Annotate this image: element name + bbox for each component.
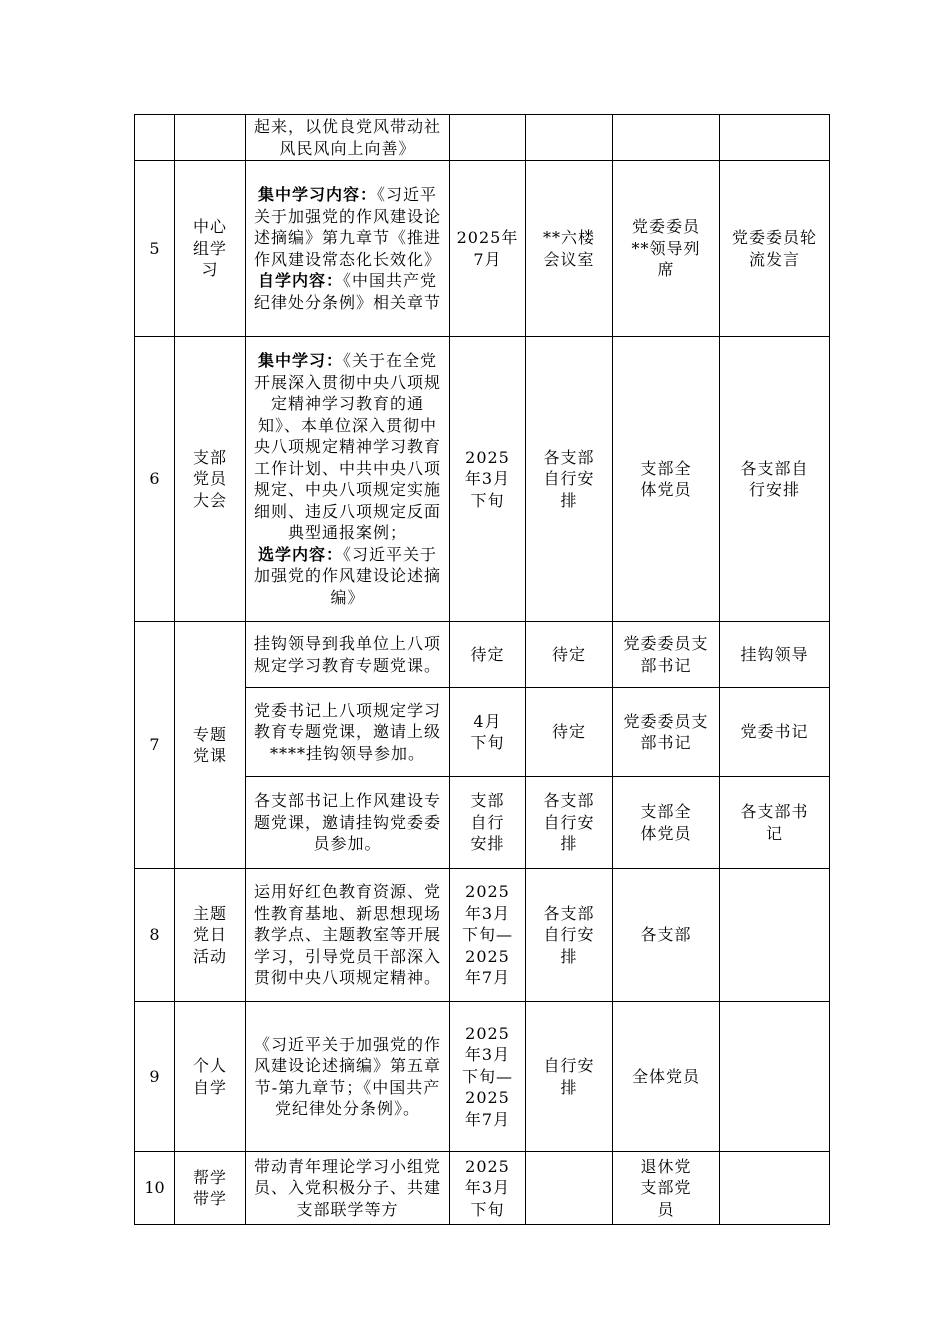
- table-row: [135, 869, 830, 1002]
- row-number: 9: [135, 1002, 175, 1152]
- content-text: 《关于在全党开展深入贯彻中央八项规定精神学习教育的通知》、本单位深入贯彻中央八项规定精神学习教育工作计划、中共中央八项规定、中央八项规定实施细则、违反八项规定反面典型通报案例；: [253, 351, 441, 542]
- activity-type: [175, 115, 246, 161]
- activity-content: 各支部书记上作风建设专题党课，邀请挂钩党委委员参加。: [246, 777, 450, 869]
- activity-speaker: [720, 1152, 830, 1225]
- activity-participants: 各支部: [613, 869, 720, 1002]
- activity-content: 起来，以优良党风带动社风民风向上向善》: [246, 115, 450, 161]
- row-number: 6: [135, 337, 175, 622]
- table-row: [135, 337, 830, 622]
- activity-type: 个人自学: [175, 1002, 246, 1152]
- activity-content: 运用好红色教育资源、党性教育基地、新思想现场教学点、主题教室等开展学习，引导党员干部深入贯彻中央八项规定精神。: [246, 869, 450, 1002]
- activity-place: [526, 115, 613, 161]
- activity-participants: 党委委员支部书记: [613, 688, 720, 777]
- activity-place: 自行安排: [526, 1002, 613, 1152]
- activity-place: [526, 1152, 613, 1225]
- activity-place: 各支部自行安排: [526, 337, 613, 622]
- content-text: 《中国共产党纪律处分条例》相关章节: [253, 271, 441, 312]
- activity-time: 4月下旬: [450, 688, 526, 777]
- activity-content: [246, 161, 450, 337]
- table-row: [135, 622, 830, 688]
- activity-time: 2025年3月下旬: [450, 337, 526, 622]
- activity-type: 帮学带学: [175, 1152, 246, 1225]
- activity-speaker: [720, 1002, 830, 1152]
- activity-content: 党委书记上八项规定学习教育专题党课，邀请上级****挂钩领导参加。: [246, 688, 450, 777]
- activity-speaker: [720, 115, 830, 161]
- activity-type: 支部党员大会: [175, 337, 246, 622]
- activity-speaker: 挂钩领导: [720, 622, 830, 688]
- activity-place: 待定: [526, 688, 613, 777]
- activity-participants: 党委委员支部书记: [613, 622, 720, 688]
- activity-time: [450, 115, 526, 161]
- activity-participants: 全体党员: [613, 1002, 720, 1152]
- activity-place: 各支部自行安排: [526, 777, 613, 869]
- activity-place: **六楼会议室: [526, 161, 613, 337]
- activity-speaker: 各支部自行安排: [720, 337, 830, 622]
- content-label: 自学内容：: [257, 271, 343, 290]
- row-number: 10: [135, 1152, 175, 1225]
- row-number: 7: [135, 622, 175, 869]
- content-text: 《习近平关于加强党的作风建设论述摘编》: [253, 544, 441, 607]
- row-number: 5: [135, 161, 175, 337]
- activity-speaker: 各支部书记: [720, 777, 830, 869]
- activity-content: [246, 337, 450, 622]
- activity-participants: 支部全体党员: [613, 777, 720, 869]
- activity-time: 2025年3月下旬: [450, 1152, 526, 1225]
- activity-time: 2025年3月下旬—2025年7月: [450, 869, 526, 1002]
- row-number: 8: [135, 869, 175, 1002]
- activity-time: 2025年3月下旬—2025年7月: [450, 1002, 526, 1152]
- activity-time: 支部自行安排: [450, 777, 526, 869]
- table-row: [135, 161, 830, 337]
- activity-speaker: 党委书记: [720, 688, 830, 777]
- activity-type: 专题党课: [175, 622, 246, 869]
- activity-time: 2025年7月: [450, 161, 526, 337]
- content-label: 选学内容：: [257, 544, 343, 564]
- activity-time: 待定: [450, 622, 526, 688]
- activity-participants: [613, 115, 720, 161]
- activity-content: 《习近平关于加强党的作风建设论述摘编》第五章节-第九章节；《中国共产党纪律处分条例》。: [246, 1002, 450, 1152]
- content-label: 集中学习内容：: [257, 185, 377, 204]
- activity-place: 各支部自行安排: [526, 869, 613, 1002]
- content-label: 集中学习：: [257, 351, 343, 370]
- study-plan-table: [134, 114, 830, 1225]
- activity-participants: 支部全体党员: [613, 337, 720, 622]
- table-row: [135, 1152, 830, 1225]
- activity-place: 待定: [526, 622, 613, 688]
- table-row: [135, 1002, 830, 1152]
- activity-participants: 退休党支部党员: [613, 1152, 720, 1225]
- activity-content: 挂钩领导到我单位上八项规定学习教育专题党课。: [246, 622, 450, 688]
- activity-type: 中心组学习: [175, 161, 246, 337]
- activity-speaker: 党委委员轮流发言: [720, 161, 830, 337]
- content-text: 《习近平关于加强党的作风建设论述摘编》第九章节《推进作风建设常态化长效化》: [253, 185, 441, 269]
- table-row: [135, 115, 830, 161]
- row-number: [135, 115, 175, 161]
- activity-participants: 党委委员**领导列席: [613, 161, 720, 337]
- activity-content: 带动青年理论学习小组党员、入党积极分子、共建支部联学等方: [246, 1152, 450, 1225]
- activity-speaker: [720, 869, 830, 1002]
- activity-type: 主题党日活动: [175, 869, 246, 1002]
